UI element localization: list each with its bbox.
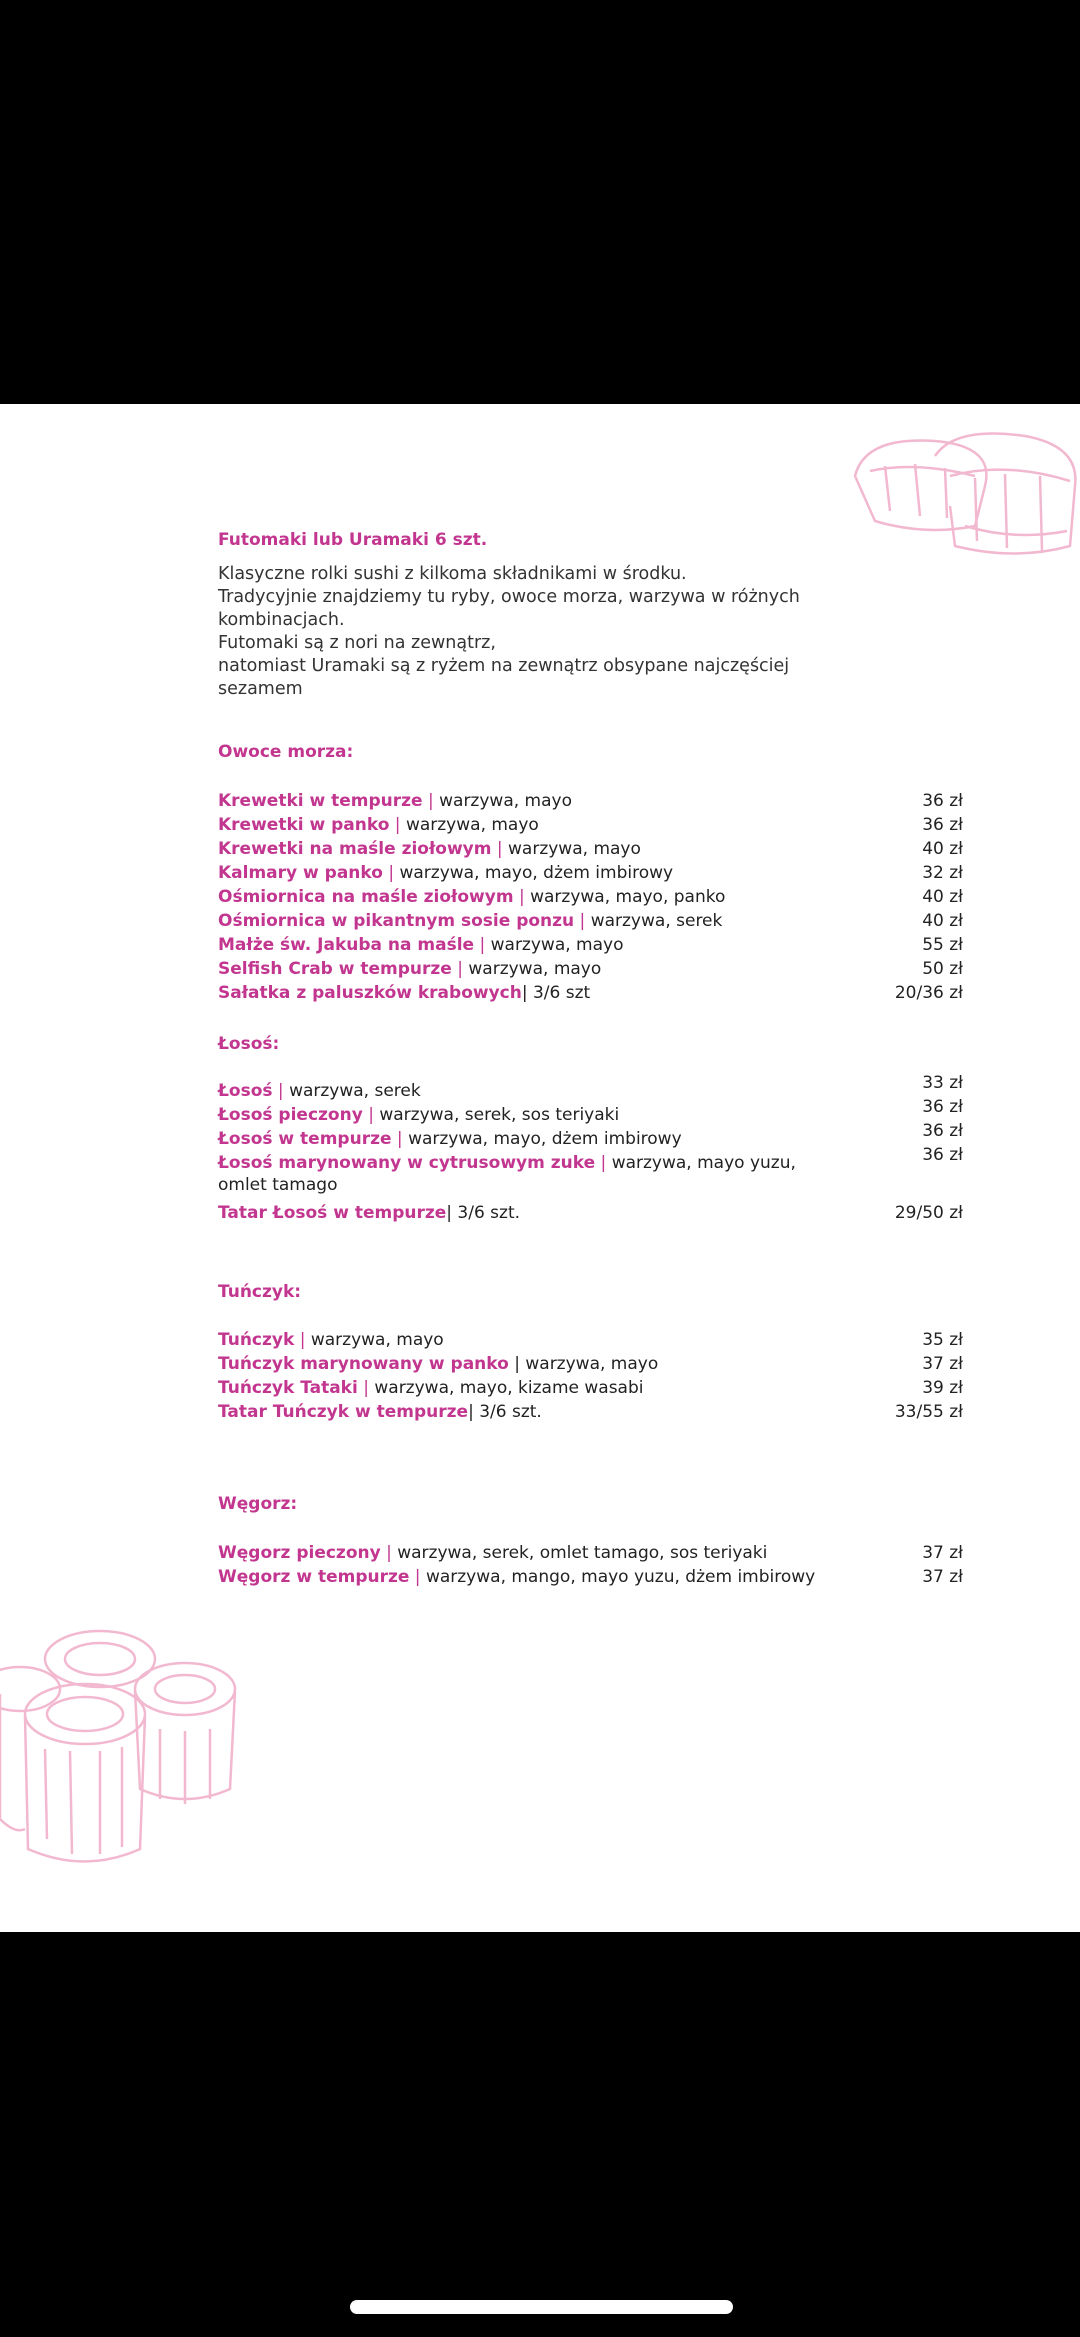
item-separator: | <box>357 1378 375 1398</box>
item-separator: | <box>362 1105 380 1125</box>
menu-item <box>218 957 963 981</box>
item-description: warzywa, mayo yuzu, <box>611 1153 796 1173</box>
menu-item <box>218 1145 963 1175</box>
item-price: 40 zł <box>922 887 963 907</box>
item-price: 37 zł <box>922 1543 963 1563</box>
item-price: 29/50 zł <box>894 1203 963 1223</box>
intro-line: Futomaki są z nori na zewnątrz, <box>218 633 496 653</box>
item-name: Łosoś w tempurze <box>218 1129 392 1149</box>
menu-item <box>218 1400 963 1424</box>
item-separator: | <box>294 1330 311 1350</box>
item-price: 40 zł <box>922 839 963 859</box>
menu-item <box>218 861 963 885</box>
item-name: Tuńczyk marynowany w panko <box>218 1354 509 1374</box>
item-separator: | <box>508 1354 526 1374</box>
item-price: 20/36 zł <box>894 983 963 1003</box>
item-price: 32 zł <box>922 863 963 883</box>
intro-line: kombinacjach. <box>218 610 345 630</box>
item-name: Krewetki w tempurze <box>218 791 423 811</box>
menu-item <box>218 1565 963 1589</box>
item-separator: | <box>521 983 533 1003</box>
item-description: warzywa, mayo <box>490 935 624 955</box>
item-description: warzywa, mayo <box>439 791 572 811</box>
item-description: warzywa, mayo, kizame wasabi <box>374 1378 644 1398</box>
item-description: 3/6 szt <box>532 983 591 1003</box>
item-separator: | <box>513 887 531 907</box>
item-separator: | <box>446 1203 458 1223</box>
sushi-nigiri-illustration-icon <box>845 416 1080 566</box>
item-separator: | <box>380 1543 398 1563</box>
item-separator: | <box>391 1129 409 1149</box>
item-price: 36 zł <box>922 1145 963 1165</box>
item-description: warzywa, serek, omlet tamago, sos teriyaki <box>397 1543 768 1563</box>
intro-line: Tradycyjnie znajdziemy tu ryby, owoce morza, warzywa w różnych <box>218 587 800 607</box>
item-name: Łosoś <box>218 1081 273 1101</box>
item-name: Krewetki w panko <box>218 815 390 835</box>
category-title-owoce-morza: Owoce morza: <box>218 742 354 762</box>
item-description: warzywa, mayo, panko <box>530 887 726 907</box>
item-price: 36 zł <box>922 1121 963 1141</box>
item-name: Sałatka z paluszków krabowych <box>218 983 522 1003</box>
item-price: 50 zł <box>922 959 963 979</box>
intro-line: natomiast Uramaki są z ryżem na zewnątrz obsypane najczęściej <box>218 656 790 676</box>
intro-line: Klasyczne rolki sushi z kilkoma składnikami w środku. <box>218 564 687 584</box>
sushi-maki-illustration-icon <box>0 1619 240 1889</box>
item-name: Węgorz w tempurze <box>218 1567 410 1587</box>
item-price: 37 zł <box>922 1354 963 1374</box>
item-separator: | <box>574 911 591 931</box>
category-title-losos: Łosoś: <box>218 1034 280 1054</box>
section-title: Futomaki lub Uramaki 6 szt. <box>218 530 488 550</box>
intro-line: sezamem <box>218 679 303 699</box>
item-name: Kalmary w panko <box>218 863 383 883</box>
item-description: warzywa, mayo <box>310 1330 444 1350</box>
item-description: warzywa, serek <box>590 911 723 931</box>
item-description: warzywa, mayo, dżem imbirowy <box>408 1129 682 1149</box>
item-description: warzywa, mayo <box>508 839 641 859</box>
item-name: Węgorz pieczony <box>218 1543 381 1563</box>
menu-item <box>218 1541 963 1565</box>
menu-item <box>218 813 963 837</box>
item-description: warzywa, serek <box>289 1081 421 1101</box>
item-separator: | <box>272 1081 290 1101</box>
item-description: warzywa, mayo <box>405 815 539 835</box>
menu-item <box>218 885 963 909</box>
item-separator: | <box>422 791 440 811</box>
item-description: warzywa, serek, sos teriyaki <box>379 1105 620 1125</box>
menu-item <box>218 1376 963 1400</box>
category-title-tunczyk: Tuńczyk: <box>218 1282 302 1302</box>
item-name: Łosoś pieczony <box>218 1105 363 1125</box>
item-name: Tuńczyk <box>218 1330 295 1350</box>
home-indicator[interactable] <box>350 2300 733 2314</box>
item-name: Ośmiornica na maśle ziołowym <box>218 887 514 907</box>
item-name: Małże św. Jakuba na maśle <box>218 935 475 955</box>
item-price: 55 zł <box>922 935 963 955</box>
item-separator: | <box>409 1567 426 1587</box>
menu-item <box>218 1328 963 1352</box>
item-separator: | <box>451 959 469 979</box>
item-name: Ośmiornica w pikantnym sosie ponzu <box>218 911 575 931</box>
item-separator: | <box>389 815 406 835</box>
menu-item <box>218 933 963 957</box>
item-price: 35 zł <box>922 1330 963 1350</box>
item-separator: | <box>491 839 509 859</box>
item-name: Krewetki na maśle ziołowym <box>218 839 492 859</box>
category-title-wegorz: Węgorz: <box>218 1494 298 1514</box>
item-description: 3/6 szt. <box>457 1203 521 1223</box>
item-price: 36 zł <box>922 791 963 811</box>
menu-item <box>218 1201 963 1225</box>
section-intro <box>218 563 838 701</box>
menu-item <box>218 789 963 813</box>
item-price: 39 zł <box>922 1378 963 1398</box>
menu-item <box>218 909 963 933</box>
item-price: 37 zł <box>922 1567 963 1587</box>
item-name: Tuńczyk Tataki <box>218 1378 358 1398</box>
menu-item <box>218 837 963 861</box>
item-separator: | <box>595 1153 612 1173</box>
item-price: 33 zł <box>922 1073 963 1093</box>
menu-item <box>218 1121 963 1151</box>
item-name: Tatar Tuńczyk w tempurze <box>218 1402 469 1422</box>
item-description: warzywa, mayo, dżem imbirowy <box>399 863 674 883</box>
item-description: warzywa, mango, mayo yuzu, dżem imbirowy <box>425 1567 816 1587</box>
item-name: Łosoś marynowany w cytrusowym zuke <box>218 1153 596 1173</box>
item-separator: | <box>474 935 491 955</box>
item-description: warzywa, mayo <box>525 1354 659 1374</box>
item-name: Selfish Crab w tempurze <box>218 959 452 979</box>
item-separator: | <box>382 863 400 883</box>
item-description: warzywa, mayo <box>468 959 602 979</box>
menu-item <box>218 1073 963 1103</box>
item-price: 36 zł <box>922 815 963 835</box>
menu-item <box>218 1097 963 1127</box>
item-price: 36 zł <box>922 1097 963 1117</box>
item-price: 33/55 zł <box>894 1402 963 1422</box>
menu-item <box>218 981 963 1005</box>
menu-item <box>218 1352 963 1376</box>
item-description-continued: omlet tamago <box>218 1175 338 1195</box>
item-name: Tatar Łosoś w tempurze <box>218 1203 447 1223</box>
menu-page <box>0 404 1080 1932</box>
item-price: 40 zł <box>922 911 963 931</box>
item-separator: | <box>468 1402 480 1422</box>
item-description: 3/6 szt. <box>479 1402 542 1422</box>
